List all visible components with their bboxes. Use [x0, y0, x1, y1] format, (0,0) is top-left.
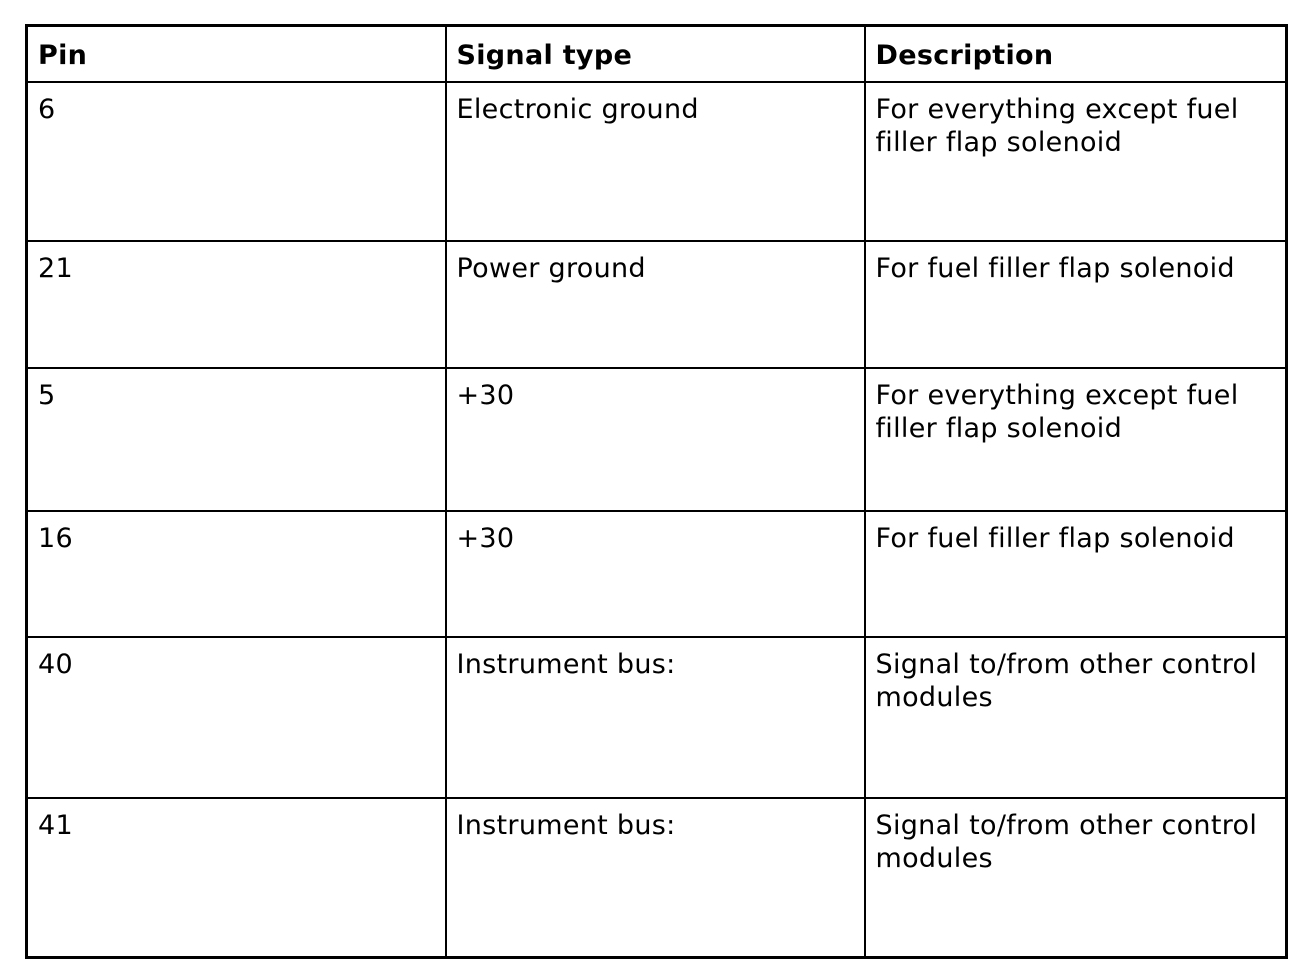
pin-assignment-table [25, 24, 1288, 959]
table-row [27, 511, 1287, 637]
column-header-pin: Pin [27, 26, 446, 83]
column-header-description: Description [865, 26, 1287, 83]
cell-pin: 41 [27, 798, 446, 958]
table-row [27, 82, 1287, 241]
table-header-row [27, 26, 1287, 83]
cell-description: For fuel filler flap solenoid [865, 241, 1287, 367]
table-row [27, 637, 1287, 797]
cell-description: Signal to/from other control modules [865, 798, 1287, 958]
cell-description: Signal to/from other control modules [865, 637, 1287, 797]
table-row [27, 241, 1287, 367]
cell-signal-type: Instrument bus: [446, 637, 865, 797]
column-header-signal-type: Signal type [446, 26, 865, 83]
cell-pin: 16 [27, 511, 446, 637]
cell-pin: 6 [27, 82, 446, 241]
cell-description: For fuel filler flap solenoid [865, 511, 1287, 637]
cell-pin: 5 [27, 368, 446, 511]
cell-signal-type: +30 [446, 368, 865, 511]
cell-signal-type: Instrument bus: [446, 798, 865, 958]
table-row [27, 368, 1287, 511]
cell-description: For everything except fuel filler flap solenoid [865, 368, 1287, 511]
cell-signal-type: Power ground [446, 241, 865, 367]
cell-pin: 40 [27, 637, 446, 797]
cell-signal-type: +30 [446, 511, 865, 637]
table-row [27, 798, 1287, 958]
cell-pin: 21 [27, 241, 446, 367]
cell-signal-type: Electronic ground [446, 82, 865, 241]
cell-description: For everything except fuel filler flap solenoid [865, 82, 1287, 241]
